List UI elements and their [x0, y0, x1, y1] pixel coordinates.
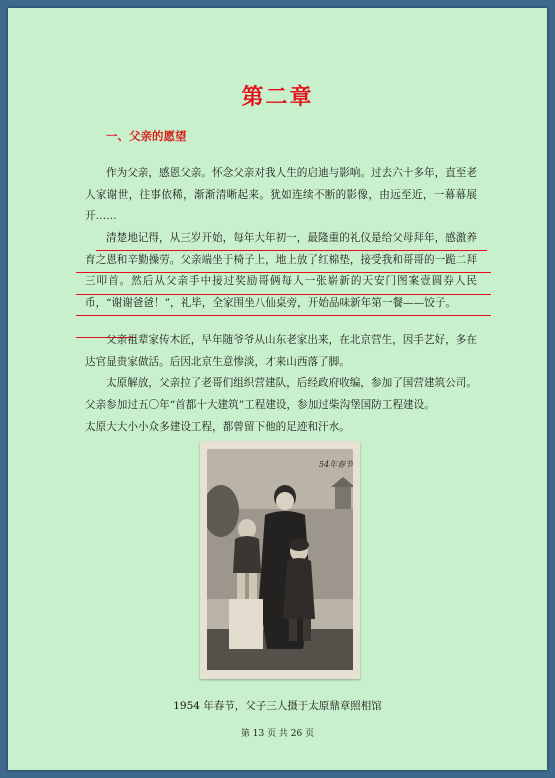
paragraph-text: 作为父亲，感恩父亲。怀念父亲对我人生的启迪与影响。过去六十多年，直至老人家谢世，往事依稀，渐渐清晰起来。犹如连续不断的影像，由远至近，一幕幕展开…… — [85, 167, 477, 222]
paragraph-text: 太原解放，父亲拉了老哥们组织营建队，后经政府收编，参加了国营建筑公司。父亲参加过五〇年“首都十大建筑”工程建设，参加过柴沟堡国防工程建设。 — [85, 377, 477, 411]
highlight-underline — [96, 250, 487, 251]
photo-image — [207, 449, 353, 670]
document-page — [8, 8, 547, 770]
paragraph-career — [85, 373, 477, 416]
paragraph-intro — [85, 163, 477, 228]
paragraph-ancestry — [85, 330, 477, 373]
highlight-underline — [76, 294, 491, 295]
photo-illustration — [207, 449, 353, 670]
photo-inscription: 54年春节 — [319, 460, 353, 469]
paragraph-new-year — [85, 228, 477, 314]
section-heading: 一、父亲的愿望 — [106, 129, 187, 143]
paragraph-text: 太原大大小小众多建设工程，都曾留下他的足迹和汗水。 — [85, 421, 350, 433]
paragraph-text: 清楚地记得，从三岁开始，每年大年初一，最隆重的礼仪是给父母拜年，感激养育之恩和辛勤操劳。父亲端坐于椅子上，地上放了红棉垫，接受我和哥哥的一跪二拜三叩首。然后从父亲手中接过奖励哥俩每人一张崭新的天安门图案壹圆券人民币，“谢谢爸爸！”，礼毕，全家围坐八仙桌旁，开始品味新年第一餐——饺子。 — [85, 232, 477, 309]
family-photo — [200, 441, 360, 679]
page-footer: 第 13 页 共 26 页 — [240, 729, 315, 739]
chapter-title: 第二章 — [241, 84, 314, 110]
paragraph-text: 父亲祖辈家传木匠，早年随爷爷从山东老家出来，在北京营生，因手艺好，多在达官显贵家做活。后因北京生意惨淡，才来山西落了脚。 — [85, 334, 477, 368]
highlight-underline — [76, 272, 491, 273]
highlight-underline — [76, 315, 491, 316]
photo-caption: 1954 年春节，父子三人摄于太原鼎章照相馆 — [173, 700, 382, 712]
paragraph-legacy — [85, 417, 477, 439]
